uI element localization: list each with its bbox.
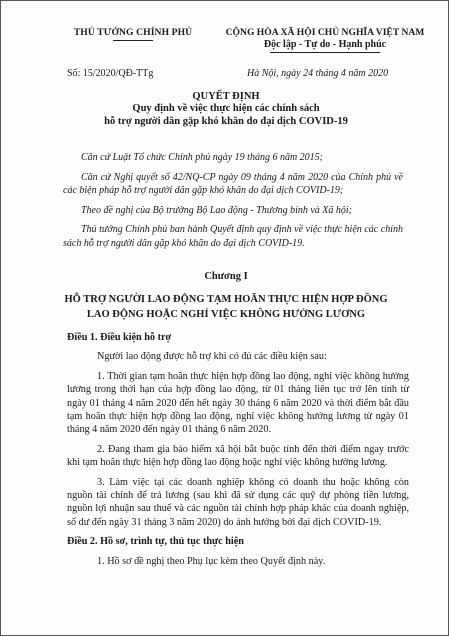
preamble-paragraph: Căn cứ Nghị quyết số 42/NQ-CP ngày 09 tháng 4 năm 2020 của Chính phủ về các biện pháp hỗ trợ người dân gặp khó khăn do đại dịch COVID-19;: [63, 171, 403, 196]
document-number: Số: 15/2020/QĐ-TTg: [67, 68, 154, 79]
article-1-heading: Điều 1. Điều kiện hỗ trợ: [67, 332, 172, 343]
chapter-title-line-1: HỖ TRỢ NGƯỜI LAO ĐỘNG TẠM HOÃN THỰC HIỆN HỢP ĐỒNG: [64, 294, 388, 305]
motto-underline: [270, 52, 380, 53]
document-body: [67, 331, 409, 574]
preamble-paragraph: Căn cứ Luật Tổ chức Chính phủ ngày 19 tháng 6 năm 2015;: [81, 152, 324, 163]
article-1-clause: 1. Thời gian tạm hoãn thực hiện hợp đồng lao động, nghỉ việc không hưởng lương trong thời hạn của hợp đồng lao động, từ 01 tháng liên tục trở lên tính từ ngày 01 tháng 4 năm 2020 đến hết ngày 30 tháng 6 năm 2020 và thời điểm bắt đầu tạm hoãn thực hiện hợp đồng lao động, nghỉ việc không hưởng lương từ ngày 01 tháng 4 năm 2020 đến ngày 01 tháng 6 năm 2020.: [67, 370, 409, 436]
issuing-agency-block: [53, 27, 213, 41]
document-type: QUYẾT ĐỊNH: [192, 91, 260, 102]
article-2-heading: Điều 2. Hồ sơ, trình tự, thủ tục thực hiện: [67, 536, 244, 548]
national-motto: Độc lập - Tự do - Hạnh phúc: [263, 39, 387, 50]
preamble: [63, 151, 403, 256]
chapter-title-line-2: LAO ĐỘNG HOẶC NGHỈ VIỆC KHÔNG HƯỞNG LƯƠNG: [86, 309, 366, 320]
chapter-number: Chương I: [204, 271, 248, 282]
document-date: Hà Nội, ngày 24 tháng 4 năm 2020: [247, 68, 389, 79]
agency-underline: [113, 40, 153, 41]
article-1-clause: 3. Làm việc tại các doanh nghiệp không có doanh thu hoặc không còn nguồn tài chính để trả lương (sau khi đã sử dụng các quỹ dự phòng tiền lương, nguồn lợi nhuận sau thuế và các nguồn tài chính hợp pháp khác của doanh nghiệp, số dư đến ngày 31 tháng 3 năm 2020) do ảnh hưởng bởi đại dịch COVID-19.: [67, 476, 409, 528]
document-title-block: [31, 91, 421, 128]
article-1-intro: Người lao động được hỗ trợ khi có đủ các điều kiện sau:: [97, 351, 327, 363]
chapter-heading: [31, 271, 421, 322]
preamble-paragraph: Thủ tướng Chính phủ ban hành Quyết định quy định về việc thực hiện các chính sách hỗ trợ người dân gặp khó khăn do đại dịch COVID-19.: [63, 224, 403, 249]
document-subject-line-2: hỗ trợ người dân gặp khó khăn do đại dịch COVID-19: [104, 116, 348, 127]
document-subject-line-1: Quy định về việc thực hiện các chính sách: [132, 103, 320, 114]
issuing-agency: THỦ TƯỚNG CHÍNH PHỦ: [73, 27, 193, 38]
national-name: CỘNG HÒA XÃ HỘI CHỦ NGHĨA VIỆT NAM: [225, 27, 425, 38]
article-1-clause: 2. Đang tham gia bảo hiểm xã hội bắt buộc tính đến thời điểm ngay trước khi tạm hoãn thực hiện hợp đồng lao động hoặc nghỉ việc không hưởng lương.: [67, 443, 409, 469]
preamble-paragraph: Theo đề nghị của Bộ trưởng Bộ Lao động - Thương binh và Xã hội;: [81, 204, 353, 216]
article-2-clause: 1. Hồ sơ đề nghị theo Phụ lục kèm theo Quyết định này.: [97, 555, 326, 567]
national-header-block: [211, 27, 439, 53]
